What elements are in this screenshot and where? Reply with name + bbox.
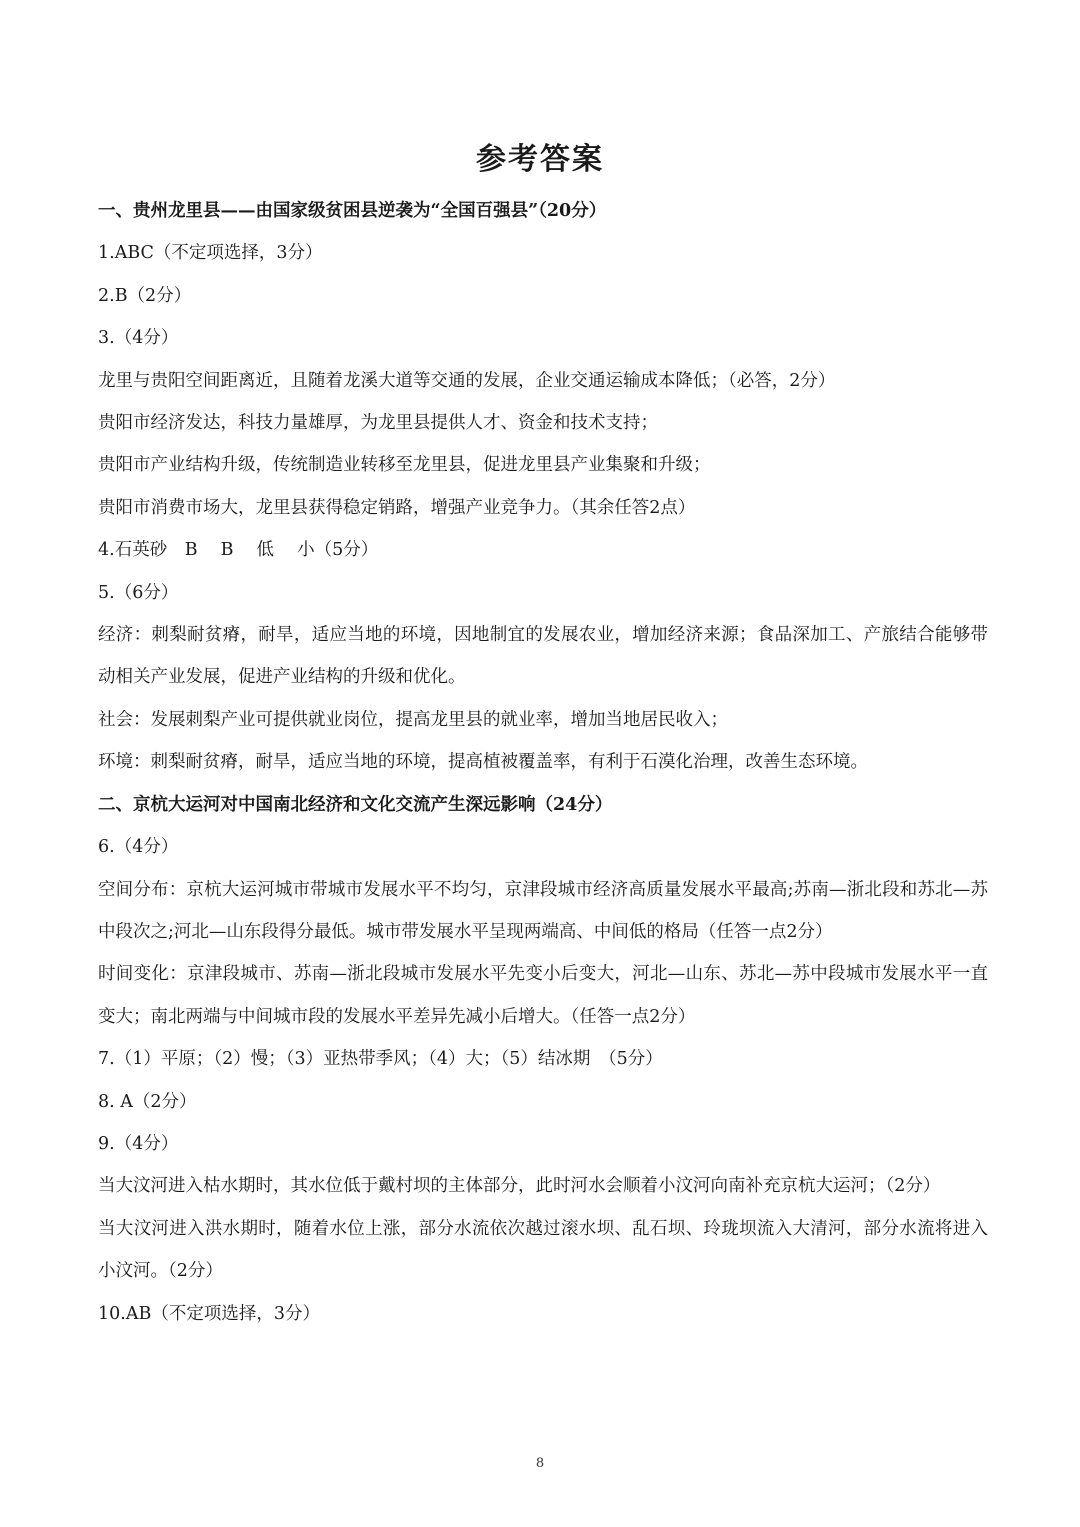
page-title: 参考答案 [476,142,604,177]
answer-line: 龙里与贵阳空间距离近，且随着龙溪大道等交通的发展，企业交通运输成本降低；（必答，2分） [98,370,836,391]
answer-paragraph: 当大汶河进入洪水期时，随着水位上涨，部分水流依次越过滚水坝、乱石坝、玲珑坝流入大清河，部分水流将进入小汶河。（2分） [98,1218,988,1282]
answer-line: 10.AB（不定项选择，3分） [98,1303,320,1324]
answer-content [98,190,988,1335]
page-number: 8 [535,1456,545,1471]
section-heading-1: 一、贵州龙里县——由国家级贫困县逆袭为“全国百强县”（20分） [98,201,607,221]
answer-line: 6.（4分） [98,837,179,858]
answer-line: 4.石英砂 B B 低 小（5分） [98,540,379,561]
answer-line: 3.（4分） [98,328,179,349]
section-heading-2: 二、京杭大运河对中国南北经济和文化交流产生深远影响（24分） [98,794,613,815]
answer-paragraph: 时间变化：京津段城市、苏南—浙北段城市发展水平先变小后变大，河北—山东、苏北—苏中段城市发展水平一直变大；南北两端与中间城市段的发展水平差异先减小后增大。（任答一点2分） [98,964,988,1027]
answer-line: 5.（6分） [98,582,179,603]
answer-line: 贵阳市经济发达，科技力量雄厚，为龙里县提供人才、资金和技术支持； [98,413,658,434]
answer-paragraph: 空间分布：京杭大运河城市带城市发展水平不均匀，京津段城市经济高质量发展水平最高;苏南—浙北段和苏北—苏中段次之;河北—山东段得分最低。城市带发展水平呈现两端高、中间低的格局（任答一点2分） [98,879,988,942]
answer-paragraph: 当大汶河进入枯水期时，其水位低于戴村坝的主体部分，此时河水会顺着小汶河向南补充京杭大运河；（2分） [98,1176,941,1197]
answer-line: 社会：发展刺梨产业可提供就业岗位，提高龙里县的就业率，增加当地居民收入； [98,709,728,730]
answer-line: 8. A（2分） [98,1091,197,1112]
answer-paragraph: 经济：刺梨耐贫瘠，耐旱，适应当地的环境，因地制宜的发展农业，增加经济来源；食品深加工、产旅结合能够带动相关产业发展，促进产业结构的升级和优化。 [98,625,988,688]
answer-line: 1.ABC（不定项选择，3分） [98,243,323,264]
answer-line: 环境：刺梨耐贫瘠，耐旱，适应当地的环境，提高植被覆盖率，有利于石漠化治理，改善生态环境。 [98,752,868,773]
answer-line: 2.B（2分） [98,285,192,306]
answer-line: 贵阳市产业结构升级，传统制造业转移至龙里县，促进龙里县产业集聚和升级； [98,455,711,476]
answer-line: 9.（4分） [98,1133,179,1154]
answer-line: 贵阳市消费市场大，龙里县获得稳定销路，增强产业竞争力。（其余任答2点） [98,497,696,518]
answer-line: 7.（1）平原；（2）慢；（3）亚热带季风；（4）大；（5）结冰期 （5分） [98,1049,663,1070]
